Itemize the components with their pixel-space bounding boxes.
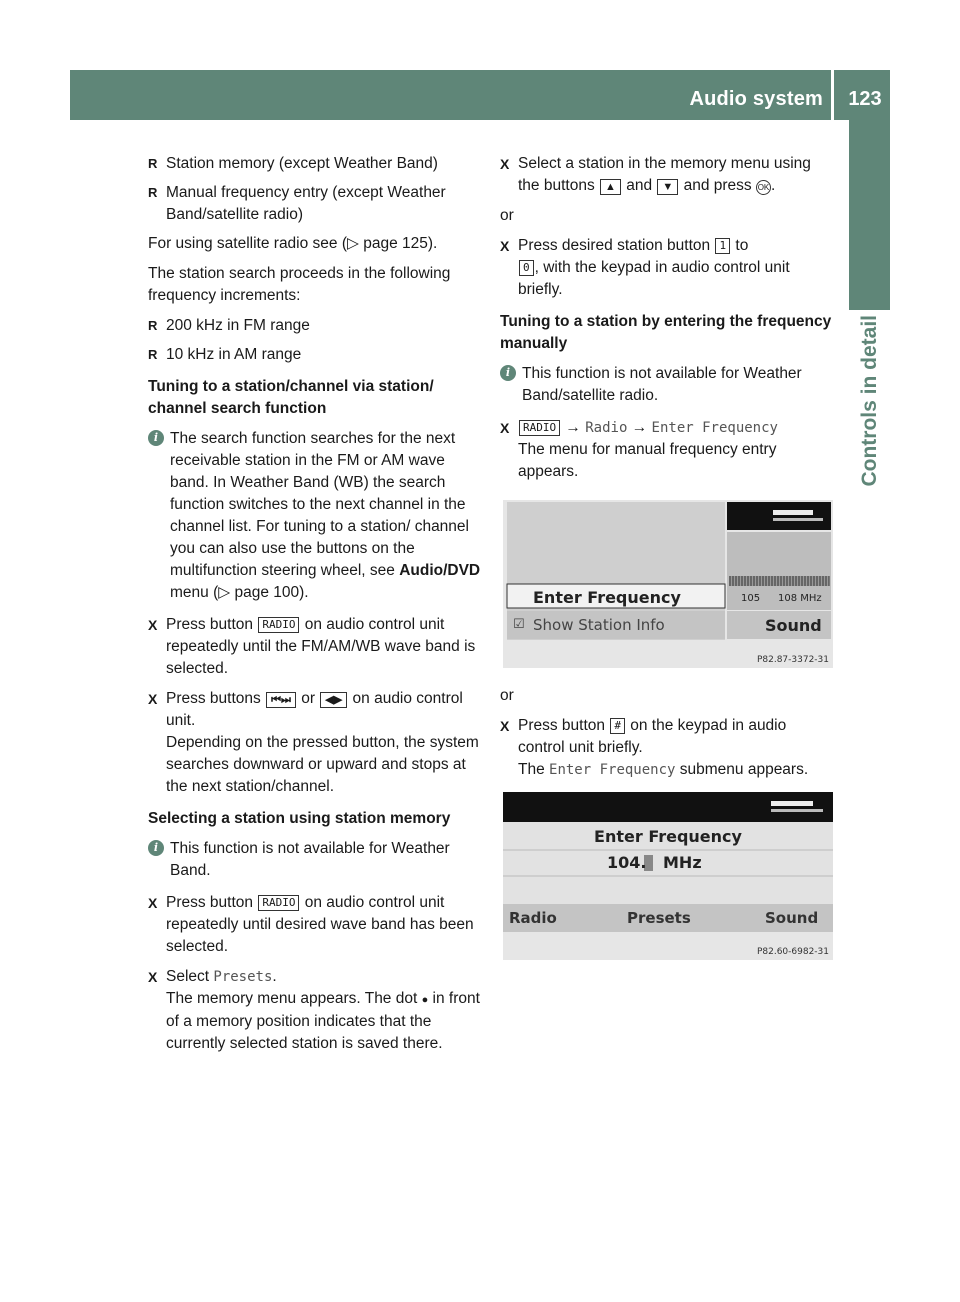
down-key-icon: ▼	[657, 179, 678, 195]
step-result-text: submenu appears.	[675, 761, 809, 778]
info-note	[148, 838, 483, 882]
bullet-marker: R	[148, 318, 158, 333]
info-text: This function is not available for Weather Band/satellite radio.	[522, 365, 802, 404]
step-marker-icon: X	[148, 969, 158, 985]
list-item-text: 10 kHz in AM range	[166, 346, 302, 363]
step-marker-icon: X	[500, 420, 510, 436]
step-marker-icon: X	[500, 156, 510, 172]
radio-key-icon: RADIO	[258, 617, 299, 633]
screen-manual-frequency-menu	[503, 500, 833, 668]
step-result-text: The menu for manual frequency entry appears.	[518, 441, 777, 480]
instruction-step	[500, 715, 835, 781]
step-text: .	[272, 968, 277, 985]
scale-label-high: 108 MHz	[778, 593, 822, 604]
info-icon: i	[148, 840, 164, 856]
instruction-step	[500, 235, 835, 301]
tab-sound: Sound	[765, 909, 819, 927]
list-item-text: 200 kHz in FM range	[166, 317, 310, 334]
screen-graphic	[503, 500, 833, 668]
menu-item-enter-frequency: Enter Frequency	[533, 588, 681, 607]
step-marker-icon: X	[148, 691, 158, 707]
radio-key-icon: RADIO	[258, 895, 299, 911]
paragraph: The station search proceeds in the following frequency increments:	[148, 265, 451, 304]
or-separator: or	[500, 207, 514, 224]
step-text: Press desired station button	[518, 237, 715, 254]
menu-item-show-station-info: Show Station Info	[533, 616, 665, 634]
figure-reference: P82.87-3372-31	[756, 655, 829, 665]
submenu-title: Enter Frequency	[594, 827, 742, 846]
step-marker-icon: X	[148, 895, 158, 911]
step-text: Select a station in the memory menu using the buttons	[518, 155, 811, 194]
bullet-marker: R	[148, 185, 158, 200]
step-marker-icon: X	[148, 617, 158, 633]
screen-graphic	[503, 792, 833, 960]
side-tab-label: Controls in detail	[858, 315, 881, 487]
step-text: Press buttons	[166, 690, 266, 707]
hash-key-icon: #	[610, 718, 625, 734]
step-text: .	[770, 177, 776, 194]
step-text: or	[296, 690, 320, 707]
scale-label-low: 105	[741, 593, 761, 604]
radio-key-icon: RADIO	[519, 420, 560, 436]
info-text: This function is not available for Weather Band.	[170, 840, 450, 879]
step-text: Press button	[166, 894, 258, 911]
bullet-marker: R	[148, 347, 158, 362]
header-divider	[831, 70, 834, 120]
side-tab	[849, 120, 890, 310]
arrow-keys-icon: ◀▶	[320, 692, 347, 708]
list-item	[148, 315, 483, 337]
step-text: and	[621, 177, 657, 194]
info-text: menu (▷ page 100).	[170, 584, 309, 601]
step-text: on the keypad in audio control unit briefly.	[518, 717, 787, 756]
list-item-text: Manual frequency entry (except Weather Band/satellite radio)	[166, 184, 446, 223]
or-separator: or	[500, 687, 514, 704]
step-result-text: in front of a memory position indicates that the currently selected station is saved there.	[166, 990, 480, 1052]
instruction-step	[148, 614, 483, 680]
checkbox-icon: ☑	[513, 617, 525, 632]
step-marker-icon: X	[500, 238, 510, 254]
instruction-step	[500, 417, 835, 483]
figure-reference: P82.60-6982-31	[756, 947, 829, 957]
menu-item-mono: Enter Frequency	[549, 762, 676, 778]
step-result-text: Depending on the pressed button, the system searches downward or upward and stops at the next station/channel.	[166, 734, 479, 795]
sound-button: Sound	[765, 616, 822, 635]
page-number: 123	[848, 88, 882, 110]
info-note	[500, 363, 835, 407]
list-item	[148, 182, 483, 226]
instruction-step	[148, 688, 483, 798]
ok-key-icon: OK	[756, 180, 771, 195]
instruction-step	[148, 966, 483, 1055]
frequency-scale-ticks	[729, 576, 829, 586]
section-heading: Selecting a station using station memory	[148, 810, 451, 827]
arrow-icon: →	[561, 419, 586, 436]
step-marker-icon: X	[500, 718, 510, 734]
step-text: Press button	[166, 616, 258, 633]
step-text: , with the keypad in audio control unit briefly.	[518, 259, 790, 298]
menu-name: Audio/DVD	[399, 562, 481, 579]
step-text: on audio control unit.	[166, 690, 463, 729]
section-title: Audio system	[689, 88, 823, 110]
list-item-text: Station memory (except Weather Band)	[166, 155, 438, 172]
up-key-icon: ▲	[600, 179, 621, 195]
left-column	[148, 153, 483, 1063]
tab-presets: Presets	[627, 909, 691, 927]
list-item	[148, 344, 483, 366]
bullet-marker: R	[148, 156, 158, 171]
info-icon: i	[148, 430, 164, 446]
instruction-step	[500, 153, 835, 197]
list-item	[148, 153, 483, 175]
right-column	[500, 153, 835, 491]
tab-radio: Radio	[509, 909, 557, 927]
paragraph: For using satellite radio see (▷ page 125).	[148, 235, 438, 252]
step-text: Press button	[518, 717, 610, 734]
step-text: on audio control unit repeatedly until the FM/AM/WB wave band is selected.	[166, 616, 476, 677]
step-text: on audio control unit repeatedly until desired wave band has been selected.	[166, 894, 474, 955]
menu-item-mono: Radio	[585, 420, 628, 436]
section-heading: Tuning to a station by entering the frequency manually	[500, 313, 832, 352]
number-key-icon: 1	[715, 238, 730, 254]
skip-keys-icon: ⏮⏭	[266, 692, 296, 708]
dot-icon: ●	[421, 994, 429, 1006]
step-text: to	[731, 237, 749, 254]
instruction-step	[148, 892, 483, 958]
right-column-lower	[500, 685, 835, 789]
screen-enter-frequency-submenu	[503, 792, 833, 960]
info-icon: i	[500, 365, 516, 381]
arrow-icon: →	[627, 419, 652, 436]
frequency-unit: MHz	[663, 853, 702, 872]
step-text: and press	[679, 177, 756, 194]
step-result-text: The	[518, 761, 550, 778]
step-text: Select	[166, 968, 214, 985]
number-key-icon: 0	[519, 260, 534, 276]
step-result-text: The memory menu appears. The dot	[166, 990, 422, 1007]
frequency-value: 104.	[607, 853, 647, 872]
menu-item-mono: Enter Frequency	[651, 420, 778, 436]
info-text: The search function searches for the next receivable station in the FM or AM wave band. In Weather Band (WB) the search function switches to the next channel in the channel list. For tuning to a station/ channel you can also use the buttons on the multifunction steering wheel, see	[170, 430, 469, 579]
section-heading: Tuning to a station/channel via station/ channel search function	[148, 378, 434, 417]
menu-item-mono: Presets	[213, 969, 273, 985]
info-note	[148, 428, 483, 604]
